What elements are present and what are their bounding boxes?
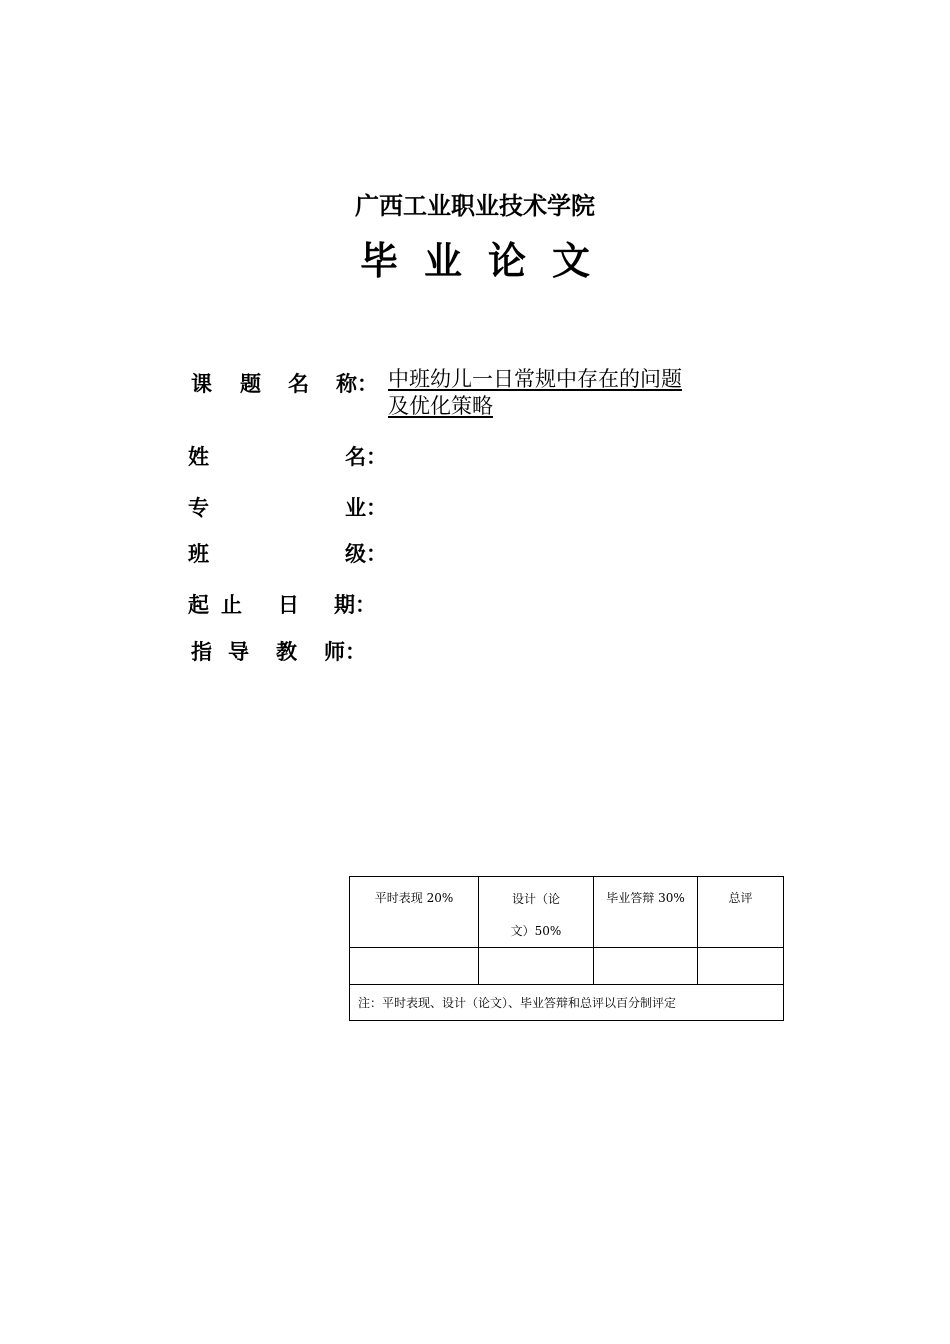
title-char: 论 (488, 238, 527, 283)
label-char: 名： (345, 444, 387, 469)
design-header-line-2: 文）50% (510, 924, 562, 938)
score-cell-daily[interactable] (350, 948, 479, 985)
label-char: 级： (345, 541, 387, 566)
score-cell-total[interactable] (698, 948, 784, 985)
table-note-row (350, 985, 784, 1021)
header-cell-design (479, 877, 594, 948)
title-char: 文 (552, 238, 591, 283)
college-name: 广西工业职业技术学院 (355, 191, 595, 220)
label-char: 期： (334, 592, 376, 617)
topic-line-2: 及优化策略 (388, 394, 493, 418)
label-char: 导 (228, 639, 249, 664)
label-char: 日 (278, 592, 299, 617)
label-char: 起 (188, 592, 209, 617)
topic-value (388, 366, 682, 420)
label-char: 业： (345, 495, 387, 520)
label-char: 指 (191, 639, 212, 664)
label-char: 专 (188, 495, 209, 520)
title-char: 业 (423, 238, 462, 283)
header-cell-total: 总评 (698, 877, 784, 948)
table-score-row (350, 948, 784, 985)
label-char: 称： (336, 371, 378, 396)
table-note: 注：平时表现、设计（论文）、毕业答辩和总评以百分制评定 (350, 985, 784, 1021)
label-char: 名 (288, 371, 309, 396)
label-char: 姓 (188, 444, 209, 469)
header-cell-defense: 毕业答辩 30% (594, 877, 698, 948)
label-char: 课 (191, 371, 212, 396)
label-char: 教 (276, 639, 297, 664)
topic-line-1: 中班幼儿一日常规中存在的问题 (388, 367, 682, 391)
score-cell-defense[interactable] (594, 948, 698, 985)
score-table (349, 876, 784, 1021)
header-cell-daily: 平时表现 20% (350, 877, 479, 948)
design-header-line-1: 设计（论 (511, 892, 560, 906)
score-cell-design[interactable] (479, 948, 594, 985)
table-header-row (350, 877, 784, 948)
label-char: 班 (188, 541, 209, 566)
document-type-title (0, 230, 950, 285)
label-char: 师： (324, 639, 366, 664)
title-char: 毕 (359, 238, 398, 283)
label-char: 题 (240, 371, 261, 396)
label-char: 止 (221, 592, 242, 617)
